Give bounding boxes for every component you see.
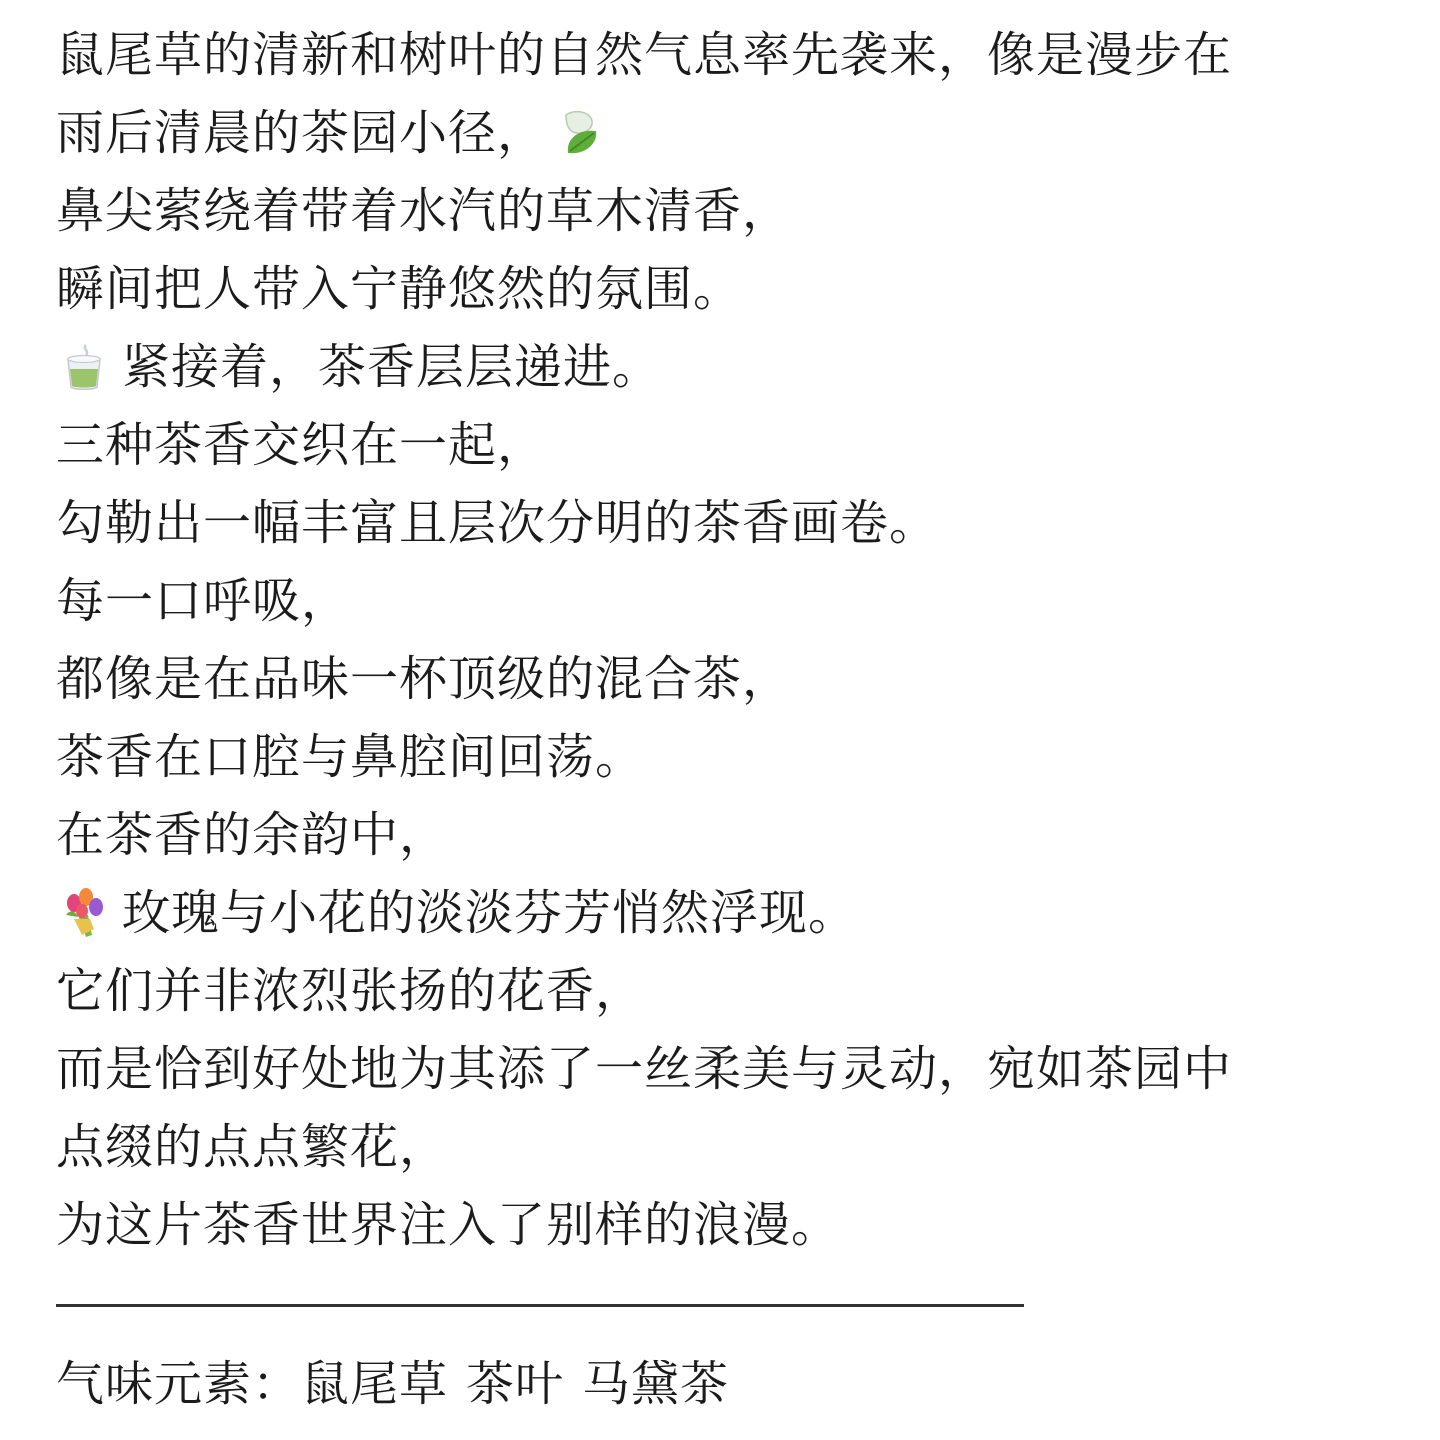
text-line-12 — [56, 874, 1396, 952]
section-divider — [56, 1304, 1024, 1307]
text-line-7 — [56, 484, 1396, 562]
text-line-1 — [56, 16, 1396, 94]
line-text: 紧接着，茶香层层递进。 — [122, 339, 662, 395]
line-text: 三种茶香交织在一起， — [56, 417, 547, 473]
text-line-8 — [56, 562, 1396, 640]
scent-elements-label: 气味元素： — [56, 1356, 302, 1412]
line-text: 鼻尖萦绕着带着水汽的草木清香， — [56, 183, 792, 239]
text-line-2 — [56, 94, 1396, 172]
line-text: 在茶香的余韵中， — [56, 807, 449, 863]
tea-cup-icon — [56, 339, 112, 395]
text-line-16 — [56, 1186, 1396, 1264]
text-line-9 — [56, 640, 1396, 718]
line-text: 为这片茶香世界注入了别样的浪漫。 — [56, 1197, 841, 1253]
line-text: 而是恰到好处地为其添了一丝柔美与灵动，宛如茶园中 — [56, 1041, 1233, 1097]
text-line-4 — [56, 250, 1396, 328]
scent-element: 鼠尾草 — [301, 1356, 449, 1412]
line-text: 点缀的点点繁花， — [56, 1119, 449, 1175]
text-line-6 — [56, 406, 1396, 484]
line-text: 雨后清晨的茶园小径， — [56, 105, 547, 161]
scent-element: 马黛茶 — [582, 1356, 730, 1412]
text-line-10 — [56, 718, 1396, 796]
line-text: 都像是在品味一杯顶级的混合茶， — [56, 651, 792, 707]
text-line-11 — [56, 796, 1396, 874]
line-text: 玫瑰与小花的淡淡芬芳悄然浮现。 — [122, 885, 858, 941]
text-line-5 — [56, 328, 1396, 406]
line-text: 勾勒出一幅丰富且层次分明的茶香画卷。 — [56, 495, 939, 551]
bouquet-icon — [56, 885, 112, 941]
text-line-3 — [56, 172, 1396, 250]
line-text: 鼠尾草的清新和树叶的自然气息率先袭来，像是漫步在 — [56, 27, 1233, 83]
text-line-14 — [56, 1030, 1396, 1108]
leaf-icon — [552, 105, 608, 161]
line-text: 它们并非浓烈张扬的花香， — [56, 963, 645, 1019]
scent-elements — [56, 1345, 1396, 1423]
line-text: 每一口呼吸， — [56, 573, 351, 629]
text-line-15 — [56, 1108, 1396, 1186]
scent-element: 茶叶 — [466, 1356, 565, 1412]
text-line-13 — [56, 952, 1396, 1030]
line-text: 瞬间把人带入宁静悠然的氛围。 — [56, 261, 743, 317]
line-text: 茶香在口腔与鼻腔间回荡。 — [56, 729, 645, 785]
note-content — [56, 16, 1396, 1423]
